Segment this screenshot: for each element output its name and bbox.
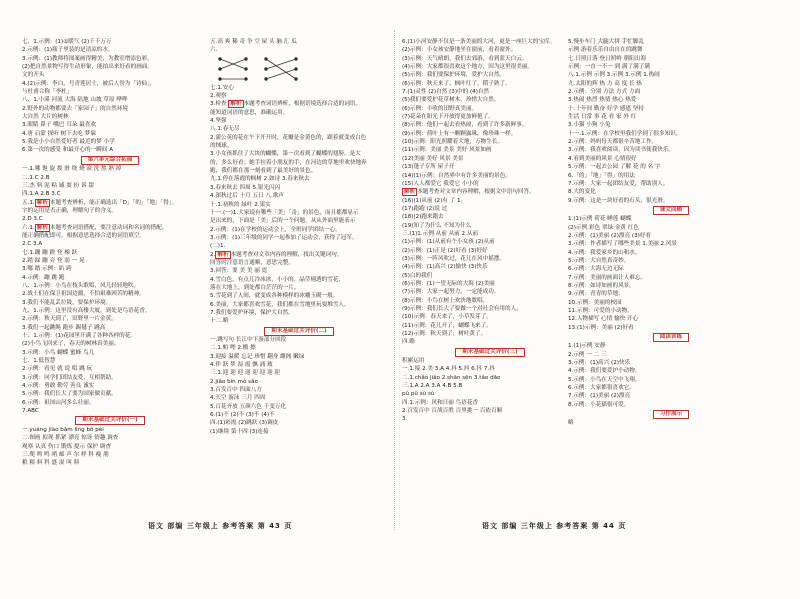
analysis-tag: 解析 [217,251,229,258]
answer-line: 六.1. 解析 本题考查词语搭配，要注意动词和名词的搭配。 [22,224,168,231]
answer-line: 7.ABC [22,408,39,415]
answer-line: 二.1.C 2.B [22,174,50,181]
answer-line: 生活 日常 事 花 看 家 外 红 [568,114,637,121]
answer-line: 4.(2)示例：李白，号青莲居士，被后人誉为「诗仙」， [22,80,156,87]
answer-line: 12.人物描写 心情 愉快 开心 [568,316,639,323]
answer-line: 4.示例：勇敢 勤劳 善良 诚实 [22,383,95,390]
section-heading [568,333,774,341]
answer-line: 示例：一直一不一 到 满了满了满 [568,64,650,71]
answer-line: 2.示例：(1)在学校的运动会上，全班同学团结一心。 [210,226,341,233]
answer-line: 5.示例：大自然真奇妙。 [568,257,630,264]
answer-line: (12)示例：秋天到了，树叶黄了。 [402,331,487,338]
answer-line: 3.示例：同学们团结友爱，互相帮助。 [22,374,117,381]
answer-line: (14)(1)示例：自然界中有许多美丽的景色。 [402,172,511,179]
answer-line: 2.战士们在保卫祖国边疆，不怕艰难困苦的精神。 [22,291,145,298]
answer-line: 的绒球。 [210,143,233,150]
answer-line: 二.1.chǎo jiāo 2.shān sēn 3.tǎo dǎo [402,374,501,381]
answer-line: 十一.(一)1.大家说有哪些「美」「奇」的景色，而且都都显示 [210,209,359,216]
section-heading [568,206,774,214]
answer-line: 十.十年间 勤奋 好学 感恩 坚持 [568,105,645,112]
answer-line: 3.迎接 温暖 忘记 珍惜 翻身 雌阁 嫩绿 [210,353,305,360]
answer-line: 7.示例：(1)美丽 (2)漂亮 [568,393,631,400]
answer-line: 8.示例：小花猫很可爱。 [568,401,630,408]
answer-line: 四.(1)彩霞 (2)跳跃 (3)调皮 [210,420,279,427]
analysis-tag: 解析 [230,101,242,108]
answer-line: (6)示例：(1)一望无际的大海 (2)美丽 [402,280,495,287]
answer-line: 7.(1)灵性 (2)自然 (3)中的 (4)自然 [402,89,490,96]
answer-line: 五.1. 解析 本题考查辨析，能正确选出「D」「的」「地」「得」。 [22,199,178,206]
answer-line: 2.D 3.C [22,216,43,223]
answer-line: (1)示例：(1)从前有个小女孩 (2)从前 [402,239,495,246]
page-divider [394,30,395,530]
answer-line: 5.示例：我们长大了要为国家做贡献。 [22,391,117,398]
answer-line: 3.哪 踏 示例：趴 跨 [22,266,72,273]
answer-line: (10)示例：阳光照耀着大地，万物生长。 [402,139,503,146]
answer-column-3 [402,38,578,424]
answer-line: 6.「的」「地」「得」的用法 [568,172,635,179]
answer-line: (2)示例：(1)正是 (2)好看 (3)好好 [402,247,488,254]
analysis-tag: 解析 [404,189,416,196]
answer-line: 3.示例：我喜欢阅读，因为读书使我快乐。 [568,147,675,154]
answer-line: 八.1.春无尽 [210,126,240,133]
answer-line: 4.深秋过后 十月 五日 八.歌声 [210,193,284,200]
answer-line: 三.(1)1.示例 从前 从前 2.从前 [402,230,479,237]
answer-line: 6.美丽，大家都喜欢雪花，我们都在雪地里玩耍堆雪人。 [210,301,350,308]
answer-line: 3.检查 解析 本题考查词语辨析，根据语境选择合适的词语。 [210,101,361,108]
answer-line: (11)示例：花儿开了，蝴蝶飞来了。 [402,322,492,329]
answer-line: 三.爬 鸣 鸣 哨 邮 声 尔 样 科 瘦 朋 [22,451,109,458]
answer-line: (8)示例：小鸟在树上欢快地歌唱。 [402,297,489,304]
answer-line: 七、1.低智慧 [22,358,56,365]
answer-line: pǔ pǔ sù sù [402,391,435,398]
answer-line: 3.百发百中 四面八方 [210,387,262,394]
answer-line: 2.示例：分别 方法 方式 方面 [568,89,641,96]
answer-line: 2.jiǎo bìn mò sǎo [210,378,258,385]
answer-line: 解析 本题考查对文章内容理解，根据文中语句回答。 [404,189,535,196]
answer-line: 2.示例：(1)美丽 (2)漂亮 (3)好看 [568,232,652,239]
answer-line: 3.小女孩抓住了大块的蝴蝶，第一次看到了蝴蝶的翅膀，是大 [210,151,361,158]
answer-line: 6.示例：大家都很喜欢它。 [568,385,635,392]
answer-line: 三.杰 料 泥 粘 铺 耍 扮 诉 甜 [22,182,94,189]
answer-line: 2.示例：看见 就 说 唱 跳 玩 [22,366,93,373]
answer-line: 6.(1)小河安静不仅是一条美丽的大河，更是一座巨大的宝库。 [402,39,556,45]
answer-line: 3.示例：(1)三年级的同学一起参加了运动会，获得了冠军。 [210,234,358,241]
section-heading-text: 习作展示 [653,410,689,419]
answer-line: 7.我们要爱护环境，保护大自然。 [210,309,294,316]
answer-line: 回答时注意语言通顺，意思完整。 [210,259,294,266]
answer-line: 1.(1)示例 荷花 睡莲 蝴蝶 [568,216,632,223]
answer-line: 2.百发百中 百战百胜 百里挑一 百依百顺 [402,408,503,415]
section-heading [22,156,198,164]
answer-line: 3.我们不能乱丢垃圾，要保护环境。 [22,299,112,306]
answer-line: (4)示例：大家都很喜欢这个地方，因为这里很美丽。 [402,64,533,71]
answer-line: 粮 粮 料 科 盛 湿 叫 料 [22,460,80,467]
answer-line: 八.1.示例 示例 3.示例 3.示例 1.热闹 [568,72,660,79]
answer-line: 6.第一次的感受 和最开心的一瞬间 A [22,147,114,154]
answer-line: (17)跑跑 (2)说 过 [402,205,448,212]
answer-line: 2.示例：秋天到了，田野里一片金黄。 [22,316,117,323]
answer-line: (3)示例：一阵风吹过，花儿在风中摇摆。 [402,255,506,262]
answer-line: 跑，我们都在那一刻看到了最美好的景色。 [210,168,317,175]
answer-line: 五.高 爽 稀 奇 争 空 屋 头 脑 汇 瓜 [210,39,297,45]
section-heading [568,410,774,418]
answer-line: (9)示例：荷叶上有一颗颗露珠，像珍珠一样。 [402,130,517,137]
answer-line: 4.示例：我爱家乡的山和水。 [568,249,641,256]
answer-line: 11.示例：可爱的小动物。 [568,308,633,314]
answer-line: 大自然 大片的树林 [22,114,69,121]
answer-line: 八、1.示例：小鸟在枝头歌唱，风儿轻轻地吹。 [22,282,140,289]
answer-line: (11)示例：美丽 美景 美好 风景如画 [402,147,492,154]
answer-line: (12)美丽 美好 风景 美景 [402,155,464,162]
answer-line: 7.示例：大家一起团结友爱，帮助别人。 [568,180,669,187]
answer-line: 字的运用是否正确，理解句子的含义。 [22,207,118,214]
answer-line: 5.示例：小鸟在天空中飞翔。 [568,376,641,383]
answer-line: 5.我是小小自然爱好者 最近的梦 小学 [22,139,115,146]
answer-line: (13)蓬子专所 屋子开 [402,164,455,171]
answer-line: 十.1.初秋的 绿叶 2.果实 [210,201,271,208]
answer-line: 6.(1)不 (2)不 (3)不 (4)不 [210,412,275,419]
answer-line: 3.示例：(1)教师将图案画得精美，为教室增添色彩。 [22,55,153,62]
answer-line: 一.跳写句 长江中下游部分回段 [210,337,287,343]
answer-line: (10)示例：春天来了，小草发芽了。 [402,314,492,321]
answer-line: 观察 认真 伤口 锻炼 提示 保护 调查 [22,443,111,450]
answer-line: 三.1.迎 迎 迎 迎 迎 迎 迎 迎 [210,370,280,377]
answer-line: (6)示例：丰收的田野真美丽。 [402,105,478,112]
answer-line: 七.1.安心 [210,84,234,91]
answer-line: (二)1. [210,243,226,250]
answer-line: (19)知了为什么 不知为什么 [402,222,472,229]
answer-line: 一.1.哪 饱 旋 拨 滑 绕 烧 滚 洗 熬 熟 掉 [22,166,122,173]
answer-line: 2.踏 踩 蹦 旁 登 弱 一 晃 [22,257,85,264]
analysis-tag: 解析 [36,199,48,206]
answer-line: 4.伴 跃 梦 湿 霞 飘 涌 玻 [210,362,273,369]
answer-line: (9)示例：我们长大了要做一个对社会有用的人。 [402,306,522,312]
answer-line: 10.示例：美丽的校园 [568,299,622,306]
answer-line: 十二.略 [210,318,229,325]
section-heading [210,327,388,335]
answer-line: (4)示例：(1)高兴 (2)愉快 (3)快乐 [402,264,488,271]
answer-line: (18)(2)跑来跑去 [402,214,444,221]
section-heading-text: 第六单元综合拓展 [81,156,140,165]
answer-line: 能知道词语的意思，准确运用。 [210,109,289,116]
section-heading [22,416,198,424]
answer-column-4 [568,38,774,428]
section-heading-text: 期末基础过关评价(三) [455,348,524,357]
answer-line: 3. [402,416,408,423]
answer-line: 二.1.帕 哩 2.搬 擦 [210,345,256,352]
answer-line: 略 [568,420,574,427]
answer-line: 落在大地上，到处都白茫茫的一片。 [210,284,300,291]
answer-line: 一.yuánɡ jiào bǎm lǐnɡ bō pèi [22,426,104,433]
answer-line: 2.蒲公英的花在午下开开时，花瓣是金黄色的，跟着就变成白色 [210,134,367,141]
answer-line: 四.略 [402,339,415,346]
answer-line: 3.回答：要 美 美 丽 霓 [210,268,268,275]
answer-line: 2.C 3.A [22,241,43,248]
answer-line: 七.1.蹦 蹦 蹬 登 梯 跃 [22,249,78,256]
answer-line: 3.春来秋去 四周 5.银光闪闪 [210,184,281,191]
answer-column-2 [210,38,388,436]
section-heading-text: 期末基础过关评价(二) [264,327,333,336]
answer-line: (5)白的我们 [402,272,433,279]
answer-line: 9.示例：青青的草地。 [568,291,624,298]
section-heading-text: 期末基础过关评价(一) [75,416,144,425]
answer-line: 三.1.A 2.A 3.A 4.B 5.B [402,383,463,390]
answer-line: 3.热闹 热烈 热情 热心 热爱 [568,97,637,104]
answer-line: 9.示例：这是一块好看的石头，很光滑。 [568,197,669,204]
answer-line: 2.野外的动物都要去「家园子」的自然环境 [22,105,129,112]
answer-line: 3.示例：小鸟 蝴蝶 蜜蜂 鸟儿 [22,349,95,356]
answer-line: (15)人人都爱它 我爱它 小小的 [402,180,479,187]
answer-line: 4.唐 启蒙 探听 树下去吃 梦寐 [22,130,96,137]
answer-line: 4.示例：蹦 跳 跑 [22,274,65,281]
answer-line: (6)示例：秋天来了，枫叶红了，稻子熟了。 [402,80,511,87]
answer-line: 3.示例：(1)高兴 (2)快乐 [568,360,631,367]
answer-line: 七、1.示例：(1)①暖气 (2)千千万万 [22,39,112,45]
answer-line: 的，多么好看；她手拉着小朋友的手，在河边的草地里欢快地奔 [210,159,367,166]
page-footer-right: 语文 部编 三年级上 参考答案 第 44 页 [482,522,627,530]
answer-line: 4.坚强 [210,118,227,125]
matching-lines-diagram [216,56,388,82]
answer-line: 5.慢步车门 大腿大拼 手忙脚乱 [568,39,645,45]
answer-line: 四.1.A 2.B 3.C [22,191,61,198]
answer-line: 2. 解析 本题考查对文章内容的理解，找出关键词句。 [210,251,343,258]
answer-line: (2)小鸟飞回来了，春天的树林真美丽。 [22,341,120,348]
answer-line: 4.天空 游泳 三月 四周 [210,395,266,402]
answer-line: 2.示例 一 二 三 [568,351,607,358]
answer-line: (3)示例：天气晴朗，我们去郊游，看到蓝天白云。 [402,55,528,62]
answer-line: 6.示例：大海无边无际 [568,266,624,273]
page-footer-left: 语文 部编 三年级上 参考答案 第 43 页 [148,522,293,530]
section-heading [402,348,578,356]
answer-line: 13.(1)示例：美丽 (2)好看 [568,324,634,331]
answer-line: 能正确搭配即可。根据意思选择合适的词语填空。 [22,232,146,239]
answer-line: 九.1.停在落霞的枫树 2.如诗 3.春来秋去 [210,176,310,183]
answer-line: 6.示例：祖国山河多么壮丽。 [22,399,95,406]
answer-line: (7)花朵在阳光下开放得更加鲜艳了。 [402,114,494,121]
answer-line: 3.示例：作者描写了哪些美景 1.美丽 2.风景 [568,241,678,248]
answer-line: 4.看到美丽的风景 心情很好 [568,155,637,162]
answer-line: (5)示例：我们要保护环境，爱护大自然。 [402,72,506,79]
answer-line: 示例 游着乐乐自由自在的跳舞 [568,47,643,54]
answer-line: 2.观察 [210,93,227,100]
answer-line: 2.示例：(1)瓶子里装的是清凉的水。 [22,47,114,54]
answer-line: 九.太阳的辉 热 力 高 度 长 热 [568,80,642,87]
answer-line: 5.百花齐放 五颜六色 千变万化 [210,403,287,410]
section-heading-text: 阅读训练 [653,333,689,342]
answer-line: 4.示例：我们要爱护小动物。 [568,368,641,375]
matching-diagram-label: 六. [210,47,218,54]
answer-line: 积累运用 [402,358,425,365]
answer-line: 一.1.接 2.美 3.A 4.抖 5.抖 6.抖 7.抖 [402,366,495,373]
answer-line: (2)示例：小女孩安静地坐在窗前，看着窗外。 [402,47,517,54]
answer-line: 8.大的变化 [568,189,596,196]
answer-line: 是出来的，下面是「美」后的一个问题，从从外面里能表示 [210,218,356,225]
answer-column-1 [22,38,198,468]
answer-line: (8)示例：他们一起去看热闹，看到了许多新鲜事。 [402,122,528,129]
answer-line: 7.示例：美丽的画面让人难忘。 [568,274,647,281]
answer-line: 七.日照日落 登日照岭 朝阳出海 [568,55,647,62]
answer-line: 5.示例：一起去公园 了解 花 的 名 字 [568,164,661,171]
answer-line: 与杜甫合称「李杜」 [22,89,73,96]
answer-line: 八、1.小溪 河流 大海 陆地 山坡 草原 哗哗 [22,97,128,104]
answer-line: 1.(1)示例 安静 [568,343,606,350]
answer-line: 5.雪花到了人间，就变成各种模样的冰雕玉砌一般。 [210,293,339,300]
answer-line: 二.图画 拟现 抓紧 漂亮 惊讶 情趣 调查 [22,435,119,442]
answer-line: 十一.1.示例：在学校里我们学到了很多知识。 [568,130,682,137]
answer-line: (2)示例 彩色 翠绿 金黄 红色 [568,224,639,231]
answer-line: 十、1.示例：(1)花园里开满了各种各样的花。 [22,333,136,340]
answer-line: 九、1.示例：这里没有高楼大厦，到处是鸟语花香。 [22,308,151,314]
answer-line: 2.示例：妈妈每天都很辛苦地工作。 [568,139,658,146]
answer-line: (5)我们要爱护花草树木，珍惜大自然。 [402,97,500,104]
answer-line: (2)把自然景物写得生动形象，能拍出来好看的画面。 [22,64,153,71]
answer-line: (1)继续 第十四 (3)连接 [210,428,269,435]
answer-line: 文的开头 [22,72,45,79]
answer-line: 四.1.示例：风和日丽 鸟语花香 [402,399,479,406]
answer-line: 3.小猫 小狗 小兔 [568,122,611,129]
answer-line: 3.我们一起跳绳 跑步 踢毽子 跳高 [22,324,106,331]
answer-line: (7)示例：大家一起努力，一定能成功。 [402,289,500,296]
answer-line: 4.雪白色，有点儿冷冰冰，小小的，晶莹剔透的雪花， [210,276,344,283]
section-heading-text: 课文回顾 [653,206,689,215]
analysis-tag: 解析 [36,224,48,231]
answer-line: 8.示例：如诗如画的风景。 [568,282,635,289]
answer-line: 3.眼睛 鼻子 嘴巴 耳朵 最喜欢 [22,122,96,129]
answer-line: (16)(1)从前 (2)有 了 1。 [402,197,467,204]
